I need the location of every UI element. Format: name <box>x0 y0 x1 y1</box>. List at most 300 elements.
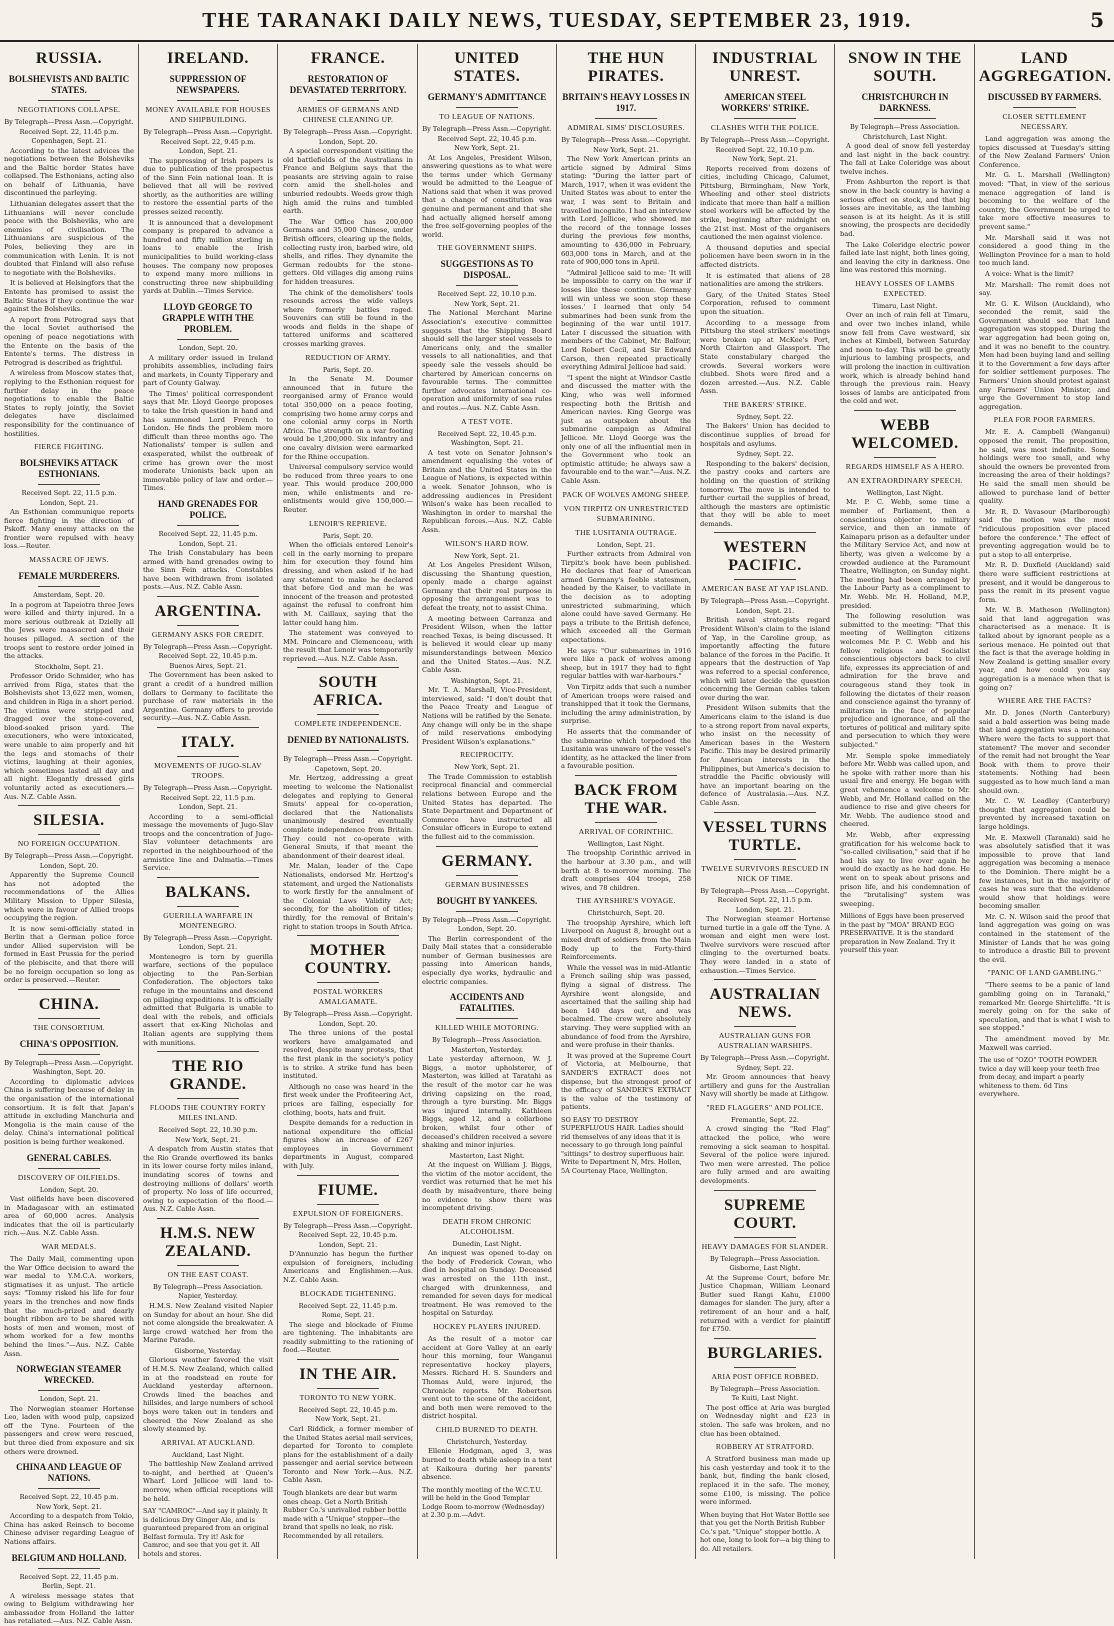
article-headline: SUGGESTIONS AS TO DISPOSAL. <box>440 259 534 281</box>
dateline: London, Sept. 21. <box>735 905 795 914</box>
article-headline: DISCUSSED BY FARMERS. <box>987 92 1102 102</box>
news-column <box>696 44 835 1559</box>
article-headline: BOLSHEVIKS ATTACK ESTHONIANS. <box>20 458 118 480</box>
article-subheadline: AMERICAN BASE AT YAP ISLAND. <box>701 584 829 594</box>
dateline: By Telegraph—Press Assn.—Copyright. <box>700 1054 830 1063</box>
dateline: Gisborne, Last Night. <box>729 1264 801 1273</box>
headline-rule <box>1013 107 1076 108</box>
dateline: Sydney, Sept. 22. <box>736 450 794 459</box>
section-heading: ARGENTINA. <box>154 602 262 620</box>
article-paragraph: The Norwegian steamer Hortense Leo, laden with wood pulp, capsized off the Tyne. Fourteen of the passengers and crew were rescued, but three died from exposure and six others were drowned. <box>4 1404 134 1456</box>
headline-rule <box>456 285 518 286</box>
headline-rule <box>456 107 518 108</box>
article-subheadline: AUSTRALIAN GUNS FOR AUSTRALIAN WARSHIPS. <box>717 1031 813 1051</box>
dateline: Received Sept. 22, 11.5 p.m. <box>160 793 256 802</box>
dateline: New York, Sept. 21. <box>175 1135 241 1144</box>
dateline: Timaru, Last Night. <box>872 301 938 310</box>
article-subheadline: PLEA FOR POOR FARMERS. <box>993 415 1096 425</box>
headline-rule <box>38 1568 100 1569</box>
column-rule <box>157 877 259 878</box>
headline-rule <box>456 911 518 912</box>
article-paragraph: "I spent the night at Windsor Castle and discussed the matter with the King, who was well informed respecting both the British and American navies. King George was just as outspoken about the submarine campaign as Admiral Jellicoe. Mr. Lloyd George was the only one of all the influential men in the Government who took an optimistic attitude; he always saw a favourable end to the war."—Aus. N.Z. Cable Assn. <box>561 373 691 485</box>
article-subheadline: THE BAKERS' STRIKE. <box>723 399 807 409</box>
column-rule <box>714 979 816 980</box>
dateline: By Telegraph—Press Association. <box>153 1282 263 1291</box>
dateline: Wellington, Last Night. <box>587 839 665 848</box>
article-paragraph: Vast oilfields have been discovered in Madagascar with an estimated area of 60,000 acres. Analysis indicates that the oil is particularly rich.—Aus. N.Z. Cable Assn. <box>4 1195 134 1238</box>
headline-rule <box>317 982 379 983</box>
dateline: Sydney, Sept. 22. <box>736 1063 794 1072</box>
column-rule <box>297 935 399 936</box>
dateline: London, Sept. 20. <box>39 861 99 870</box>
article-paragraph: The three unions of the postal workers have amalgamated and resolved, despite many protests, that the first plank in the society's policy is to strike. A strike fund has been instituted. <box>283 1029 413 1081</box>
news-column <box>279 44 418 1559</box>
headline-rule <box>177 525 239 526</box>
headline-rule <box>317 714 379 715</box>
article-paragraph: Mr. G. L. Marshall (Wellington) moved: "That, in view of the serious menace aggregation of land is becoming to the welfare of the country, the Government be urged to take more effective measures to prevent same." <box>979 171 1110 231</box>
article-subheadline: NEGOTIATIONS COLLAPSE. <box>17 105 121 114</box>
article-paragraph: Mr. Malan, leader of the Cape Nationalists, endorsed Mr. Hertzog's statement, and urged the Nationalists to work firstly for the annulment of the Colonial Laws Validity Act; secondly, for the abolition of titles; thirdly, for the removal of Britain's right to station troops in South Africa. <box>283 862 413 931</box>
article-paragraph: At the inquest on William J. Biggs, the victim of the motor accident, the verdict was returned that he met his death by misadventure, there being no evidence to show there was incompetent driving. <box>422 1161 552 1213</box>
dateline: By Telegraph—Press Assn.—Copyright. <box>422 915 552 924</box>
dateline: Masterton, Last Night. <box>449 1151 525 1160</box>
dateline: By Telegraph—Press Assn.—Copyright. <box>143 128 273 136</box>
column-rule <box>18 805 120 806</box>
article-subheadline: HEAVY DAMAGES FOR SLANDER. <box>701 1241 829 1251</box>
article-paragraph: A wireless message states that owing to Belgium withdrawing her ambassador from Holland the latter has retaliated.—Aus. N.Z. Cable Assn. <box>4 1591 134 1626</box>
article-subheadline: GERMAN BUSINESSES <box>445 879 529 889</box>
article-subheadline: BLOCKADE TIGHTENING. <box>299 1288 397 1298</box>
dateline: Received Sept. 22, 11.5 p.m. <box>717 896 813 905</box>
article-paragraph: A Stratford business man made up his cash yesterday and took it to the bank, but, finding the bank closed, replaced it in the safe. The money, some £100, is missing. The police were informed. <box>700 1455 830 1507</box>
article-paragraph: The Bakers' Union has decided to discontinue supplies of bread for hospitals and asylums. <box>700 422 830 448</box>
article-paragraph: According to a despatch from Tokio, China has asked Reinsch to become Chinese adviser regarding League of Nations affairs. <box>4 1512 134 1547</box>
article-paragraph: The amendment moved by Mr. Maxwell was carried. <box>979 1035 1110 1052</box>
article-subheadline: A TEST VOTE. <box>461 416 513 426</box>
section-heading: GERMANY. <box>441 852 533 870</box>
article-paragraph: Carl Riddick, a former member of the United States aerial mail services, departed for Toronto to complete plans for the establishment of a daily passenger and aerial service between Toronto and New York.—Aus. N.Z. Cable Assn. <box>283 1424 413 1485</box>
article-headline: AMERICAN STEEL WORKERS' STRIKE. <box>720 92 810 113</box>
article-paragraph: The War Office has 200,000 Germans and 35,000 Chinese, under British officers, clearing up the fields, collecting rusty iron, barbed wire, old shells, and rifles. They dynamite the German redoubts for the stone-getters. Old villages dig among ruins for hidden treasures. <box>283 217 413 286</box>
article-paragraph: A report from Petrograd says that the local Soviet authorised the opening of peace negotiations with the Entente on the basis of the Entente's terms. The distress in Petrograd is described as frightful. <box>4 315 134 367</box>
column-rule <box>157 596 259 597</box>
dateline: Fremantle, Sept. 22. <box>731 1115 799 1124</box>
dateline: Amsterdam, Sept. 20. <box>33 591 105 600</box>
article-subheadline: TO LEAGUE OF NATIONS. <box>439 112 535 121</box>
section-heading: H.M.S. NEW ZEALAND. <box>160 1224 256 1260</box>
article-paragraph: It is announced that a development company is prepared to advance a hundred and fifty million sterling in loans to enable the Irish municipalities to build working-class houses. The company now proposes to expend many more millions in constructing three new shipbuilding yards at Dublin.—Times Service. <box>143 218 273 296</box>
article-paragraph: Mr. D. Jones (North Canterbury) said a bald assertion was being made that land aggregation was a menace. Where were the facts to support that statement? The mover and seconder of the remit had not brought the Year Book with them to prove their statements. Nothing had been suggested as to how much land a man should own. <box>979 709 1110 795</box>
article-paragraph: It was proved at the Supreme Court of Victoria, at Melbourne, that SANDER'S EXTRACT does not dispense, but the strongest proof of the efficacy of SANDER'S EXTRACT is the value of the testimony of patients. <box>561 1051 691 1112</box>
dateline: Washington, Sept. 20. <box>32 1068 106 1077</box>
news-columns <box>0 44 1114 1626</box>
article-paragraph: Late yesterday afternoon, W. J. Biggs, a motor upholsterer, of Masterton, was killed at Taratahi as the result of the motor car he was driving capsizing on the road, through a tyre bursting. Mr. Biggs was injured internally. Kathleen Biggs, aged 12, and a collarbone broken, whilst four other of deceased's children received a severe shaking and minor injuries. <box>422 1055 552 1150</box>
dateline: New York, Sept. 21. <box>454 299 520 308</box>
article-headline: CHINA'S OPPOSITION. <box>19 1038 119 1049</box>
article-paragraph: Mr. Hertzog, addressing a great meeting to welcome the Nationalist delegates and replying to General Smuts' appeal for co-operation, declared that the Nationalists unanimously desired eventually complete independence from Britain. They could not co-operate with General Smuts, if that meant the abandonment of their dearest ideal. <box>283 774 413 860</box>
dateline: Received Sept. 22, 11.5 p.m. <box>21 489 117 498</box>
article-paragraph: British naval strategists regard President Wilson's claim to the island of Yap, in the Caroline group, as importantly affecting the future balance of the forces in the Pacific. It appears that the destruction of Yap was referred to a special conference, which will later decide the question concerning the German cables taken over during the war. <box>700 616 830 702</box>
dateline: London, Sept. 21. <box>178 803 238 812</box>
headline-rule <box>38 1390 100 1391</box>
article-subheadline: RECIPROCITY. <box>460 750 514 760</box>
dateline: Rome, Sept. 21. <box>321 1311 375 1320</box>
dateline: New York, Sept. 21. <box>593 145 659 154</box>
dateline: Received Sept. 22, 10.45 p.m. <box>298 1231 398 1240</box>
masthead <box>0 0 1114 42</box>
dateline: New York, Sept. 21. <box>732 155 798 163</box>
dateline: By Telegraph—Press Assn.—Copyright. <box>283 128 413 136</box>
article-paragraph: Lithuanian delegates assert that the Lithuanians will never conclude peace with the Bolsheviks, who are enemies of civilisation. The Lithuanians are suspicious of the Poles, believing they are in communication with Lenin. It is not doubted that Finland will also refuse to negotiate with the Bolsheviks. <box>4 200 134 277</box>
news-column <box>139 44 278 1559</box>
headline-rule <box>317 100 379 101</box>
headline-rule <box>456 875 518 876</box>
column-rule <box>575 775 677 776</box>
article-headline: CHINA AND LEAGUE OF NATIONS. <box>16 1462 122 1484</box>
dateline: By Telegraph—Press Assn.—Copyright. <box>4 118 134 126</box>
article-paragraph: Mr. P. C. Webb, some time a member of Parliament, then a conscientious objector to military service, and then an inmate of Kainaparu prison as a defaulter under the Military Service Act, and now at liberty, was given a welcome by a crowded audience at the Paramount Theatre, Wellington, on Sunday night. The meeting had been arranged by the Labour Party as a compliment to Mr. Webb. Mr. H. Holland, M.P., presided. <box>840 498 970 610</box>
article-paragraph: The National Merchant Marine Association's executive committee suggests that the Shipping Board should sell the larger steel vessels to Americans only, and the smaller vessels to all nationalities, and that speedy sale the vessels should be chartered by American concerns on favourable terms. The committee further advocates international co-operation and uniformity of sea rules and routes.—Aus. N.Z. Cable Assn. <box>422 309 552 412</box>
article-paragraph: Responding to the bakers' decision, the pastry cooks and carters are holding on the question of striking tomorrow. The move is intended to further curtail the supplies of bread, although the masters are optimistic that they will be able to meet demands. <box>700 459 830 528</box>
article-subheadline: FIERCE FIGHTING. <box>34 442 104 452</box>
column-rule <box>714 812 816 813</box>
column-heading: FRANCE. <box>310 50 386 67</box>
article-paragraph: A voice: What is the limit? <box>985 269 1074 278</box>
article-paragraph: Mr. E. Maxwell (Taranaki) said he was absolutely satisfied that it was impossible to prove that land aggregation was becoming a menace to the Dominion. There might be a few instances, but in the majority of cases he was sure that the evidence would show that holdings were becoming smaller. <box>979 833 1110 911</box>
dateline: Copenhagen, Sept. 21. <box>31 137 107 145</box>
dateline: By Telegraph—Press Assn.—Copyright. <box>143 784 273 793</box>
article-paragraph: A thousand deputies and special policemen have been sworn in in the affected districts. <box>700 243 830 270</box>
headline-rule <box>734 859 796 860</box>
section-heading: FIUME. <box>317 1181 379 1199</box>
column-rule <box>18 989 120 990</box>
dateline: Received Sept. 22, 11.45 p.m. <box>158 530 258 538</box>
dateline: By Telegraph—Press Assn.—Copyright. <box>283 1221 413 1230</box>
article-paragraph: The post office at Aria was burgled on Wednesday night and £23 in stolen. The safe was broken, and no clue has been obtained. <box>700 1403 830 1438</box>
dateline: By Telegraph—Press Assn.—Copyright. <box>700 597 830 606</box>
article-paragraph: Ellenie Hodgman, aged 3, was burned to death while asleep in a tent at Kaikoura during her parents' absence. <box>422 1447 552 1482</box>
headline-rule <box>38 834 100 835</box>
article-subheadline: MOVEMENTS OF JUGO-SLAV TROOPS. <box>154 761 262 781</box>
dateline: Received Sept. 22, 10.45 p.m. <box>158 652 258 661</box>
news-column <box>0 44 139 1626</box>
dateline: New York, Sept. 21. <box>454 144 520 152</box>
headline-rule <box>595 822 657 823</box>
dateline: London, Sept. 21. <box>39 498 99 507</box>
dateline: Christchurch, Sept. 20. <box>587 909 665 918</box>
headline-rule <box>177 339 239 340</box>
dateline: By Telegraph—Press Association. <box>432 1036 542 1045</box>
headline-rule <box>177 100 239 101</box>
dateline: Masterton, Yesterday. <box>451 1045 523 1054</box>
headline-rule <box>734 579 796 580</box>
dateline: London, Sept. 21. <box>39 1395 99 1404</box>
article-subheadline: TORONTO TO NEW YORK. <box>299 1392 397 1402</box>
article-paragraph: In a pogrom at Tapeiotra three Jews were killed and thirty injured. In a more serious outbreak at Dzielly all the Jews were massacred and their houses pillaged. A section of the troops sent to restore order joined in the attacks. <box>4 600 134 661</box>
advertisement-text: The use of "OZO" TOOTH POWDER twice a day will keep your teeth free from decay, and impart a pearly whiteness to them. 6d Tins everywhere. <box>979 1056 1100 1099</box>
dateline: By Telegraph—Press Assn.—Copyright. <box>700 136 830 144</box>
section-heading: WEBB WELCOMED. <box>851 416 959 452</box>
column-rule <box>854 410 956 411</box>
masthead-title: THE TARANAKI DAILY NEWS, TUESDAY, SEPTEMBER 23, 1919. <box>202 8 912 32</box>
dateline: London, Sept. 20. <box>318 137 378 146</box>
column-rule <box>157 727 259 728</box>
dateline: Stockholm, Sept. 21. <box>34 662 104 671</box>
article-headline: SUPPRESSION OF NEWSPAPERS. <box>169 74 247 95</box>
news-column <box>557 44 696 1559</box>
article-paragraph: It is believed at Helsingfors that the Entente has promised to assist the Baltic States if they continue the war against the Bolsheviks. <box>4 279 134 314</box>
dateline: London, Sept. 20. <box>318 1019 378 1028</box>
headline-rule <box>734 1026 796 1027</box>
article-paragraph: The Berlin correspondent of the Daily Mail states that a considerable number of German businesses are passing into American hands, especially dye works, hydraulic and electric companies. <box>422 934 552 986</box>
article-paragraph: The Lake Coleridge electric power failed late last night, both lines going, and leaving the city in darkness. One line was restored this morning. <box>840 240 970 275</box>
article-paragraph: The statement was conveyed to MM. Poincare and Clemenceau, with the result that Lenoir was temporarily reprieved.—Aus. N.Z. Cable Assn. <box>283 629 413 663</box>
section-heading: SOUTH AFRICA. <box>313 674 383 710</box>
dateline: London, Sept. 21. <box>735 606 795 615</box>
news-column <box>975 44 1114 1559</box>
article-subheadline: THE LUSITANIA OUTRAGE. <box>575 527 677 537</box>
section-heading: MOTHER COUNTRY. <box>304 942 392 978</box>
news-column <box>418 44 557 1559</box>
headline-rule <box>177 1098 239 1099</box>
article-paragraph: He says: "Our submarines in 1916 were like a pack of wolves among sheep, but in 1917 they had to fight regular battles with war-harbours." <box>561 646 691 681</box>
article-headline: GENERAL CABLES. <box>26 1152 112 1163</box>
dateline: By Telegraph—Press Assn.—Copyright. <box>4 1058 134 1067</box>
article-paragraph: Over an inch of rain fell at Timaru, and over two inches inland, while snow fell from Cave westward, six inches at Kimbell, between Saturday and noon to-day. This will be greatly injurious to lambing prospects, and will prolong the inaction in cultivation work, which is already behind hand through the previous rain. Heavy losses of lambs are anticipated from the cold and wet. <box>840 311 970 406</box>
article-paragraph: A test vote on Senator Johnson's amendment equalising the votes of Britain and the United States in the League of Nations, is expected within a week. Senator Johnson, who is addressing audiences in President Wilson's wake has been recalled to Washington in order to marshal the Republican forces.—Aus. N.Z. Cable Assn. <box>422 448 552 534</box>
article-paragraph: Mr. Marshall said it was not considered a good thing in the Wellington Province for a man to hold too much land. <box>979 233 1110 268</box>
article-paragraph: A crowd singing the "Red Flag" attacked the police, who were removing a sick seaman to hospital. Several of the police were injured. Two men were arrested. The police are fully armed and are awaiting developments. <box>700 1125 830 1186</box>
article-headline: HAND GRENADES FOR POLICE. <box>157 499 258 520</box>
article-headline: BOUGHT BY YANKEES. <box>436 895 538 906</box>
article-subheadline: GERMANY ASKS FOR CREDIT. <box>151 629 265 639</box>
article-paragraph: H.M.S. New Zealand visited Napier on Sunday for about an hour. She did not come alongside the breakwater. A large crowd watched her from the Marine Parade. <box>143 1301 273 1345</box>
dateline: Paris, Sept. 20. <box>322 365 374 374</box>
headline-rule <box>456 1018 518 1019</box>
advertisement-text: Millions of Eggs have been preserved in the past by "MOA" BRAND EGG PRESERVATIVE. It is the standard preparation in New Zealand. Try it yourself this year. <box>840 912 965 955</box>
article-subheadline: ADMIRAL SIMS' DISCLOSURES. <box>567 123 685 132</box>
article-paragraph: Mr. Webb, after expressing gratification for his welcome back to "so-called civilisation," said that if he had his say to live over again he would do exactly as he had done. He went on to speak about prisons and prison life, and his condemnation of the "brutalising" system was sweeping. <box>840 831 970 908</box>
article-paragraph: Mr. G. K. Wilson (Auckland), who seconded the remit, said the Government should see that land aggregation was stopped. During the war aggregation had been going on, and it was no benefit to the country. Men had been buying land and selling it to the Government a few days after for soldier settlement purposes. The Farmers' Union should protest against any Farmers' Union Minister, and urge the Government to stop land aggregation. <box>979 299 1110 411</box>
dateline: By Telegraph—Press Assn.—Copyright. <box>283 755 413 764</box>
headline-rule <box>734 118 796 119</box>
article-paragraph: A meeting between Carranza and President Wilson, when the latter reached Texas, is being discussed. It is believed it would clear up many misunderstandings between Mexico and the United States.—Aus. N.Z. Cable Assn. <box>422 614 552 675</box>
article-paragraph: A good deal of snow fell yesterday and last night in the back country. The fall at Lake Coleridge was about twelve inches. <box>840 142 970 176</box>
dateline: Received Sept. 22, 10.10 p.m. <box>715 145 815 154</box>
article-headline: BRITAIN'S HEAVY LOSSES IN 1917. <box>562 92 690 113</box>
dateline: Sydney, Sept. 22. <box>736 412 794 421</box>
article-paragraph: Mr. R. D. Duxfield (Auckland) said there were sufficient restrictions at present, and it would be dangerous to pass the remit in its present vague form. <box>979 561 1110 604</box>
dateline: Wellington, Last Night. <box>866 488 944 497</box>
headline-rule <box>595 118 657 119</box>
dateline: Berlin, Sept. 21. <box>42 1582 96 1591</box>
dateline: Christchurch, Last Night. <box>862 132 948 141</box>
dateline: Received Sept. 22, 9.45 p.m. <box>160 137 256 146</box>
article-subheadline: HEAVY LOSSES OF LAMBS EXPECTED. <box>855 278 955 298</box>
article-paragraph: It is now semi-officially stated in Berlin that a German police force under Allied supervision will be formed in East Prussia for the period of the plebiscite, and that there will be no foreign occupation so long as order is preserved.—Reuter. <box>4 924 134 985</box>
article-subheadline: KILLED WHILE MOTORING. <box>435 1023 539 1033</box>
article-subheadline: MASSACRE OF JEWS. <box>29 555 109 565</box>
column-heading: THE HUN PIRATES. <box>587 50 665 85</box>
article-subheadline: LENOIR'S REPRIEVE. <box>308 518 387 528</box>
article-paragraph: It is estimated that aliens of 28 nationalities are among the strikers. <box>700 271 830 289</box>
headline-rule <box>177 906 239 907</box>
dateline: Received Sept. 22, 10.10 p.m. <box>437 290 537 299</box>
article-paragraph: Von Tirpitz adds that such a number of American troops were raised and transhipped that it took the Germans, including the army administration, by surprise. <box>561 682 691 726</box>
article-paragraph: An Esthonian communique reports fierce fighting in the direction of Pskoff. Many enemy attacks on the frontier were repulsed with heavy loss.—Reuter. <box>4 508 134 551</box>
section-heading: THE RIO GRANDE. <box>169 1058 247 1094</box>
article-paragraph: At the Supreme Court, before Mr. Justice Chapman, William Leonard Butler sued Rangi Kahu, £1000 damages for slander. The jury, after a retirement of an hour and a half, returned with a verdict for plaintiff for £750. <box>700 1273 830 1334</box>
article-paragraph: D'Annunzio has begun the further expulsion of foreigners, including Americans and Englishmen.—Aus. N.Z. Cable Assn. <box>283 1250 413 1284</box>
dateline: Received Sept. 22, 10.30 p.m. <box>158 1126 258 1135</box>
dateline: London, Sept. 21. <box>178 147 238 155</box>
article-paragraph: Mr. Semple spoke immediately before Mr. Webb was called upon, and he spoke with rather more than his usual fire and energy. He began with great vehemence a welcome to Mr. Webb, and Mr. Holland called on the audience to rise and give cheers for Mr. Webb. The audience stood and cheered. <box>840 751 970 829</box>
article-paragraph: Mr. E. A. Campbell (Wanganui) opposed the remit. The proposition, he said, was most indefinite. Some holdings were too small, and why should the owners be prevented from increasing the area of their holdings? He said the small men should be allowed to purchase land of better quality. <box>979 428 1110 506</box>
dateline: Received Sept. 22, 11.45 p.m. <box>298 1301 398 1310</box>
article-headline: FEMALE MURDERERS. <box>18 571 120 582</box>
article-paragraph: The New York American prints an article signed by Admiral Sims stating: "During the latter part of March, 1917, when it was evident the United States was about to enter the war, I was sent to Britain and travelled incognito. I had an interview with Lord Jellicoe, who showed me the record of the tonnage losses during the previous few months, amounting to 436,000 in February, 603,000 tons in March, and at the rate of 900,000 tons in April. <box>561 155 691 267</box>
dateline: By Telegraph—Press Assn.—Copyright. <box>283 1010 413 1019</box>
article-subheadline: ARRIVAL AT AUCKLAND. <box>161 1437 255 1447</box>
article-paragraph: As the result of a motor car accident at Gore Valley at an early hour this morning, four Wanganui representative hockey players, Messrs. Richard H. S. Saunders and Thomas Auld, were injured, the Chronicle reports. Mr. Robertson went out to the scene of the accident, and both men were removed to the district hospital. <box>422 1335 552 1421</box>
headline-rule <box>38 1168 100 1169</box>
dateline: London, Sept. 21. <box>178 943 238 952</box>
article-paragraph: Mr. Groom announces that heavy artillery and guns for the Australian Navy will shortly be made at Lithgow. <box>700 1073 830 1099</box>
article-paragraph: According to the latest advices the negotiations between the Bolsheviks and the Baltic border States have collapsed. The Esthonians, acting also on behalf of Lithuania, have discontinued the parleying. <box>4 146 134 198</box>
advertisement-text: The monthly meeting of the W.C.T.U. will be held in the Good Templar Lodge Room to-morrow (Wednesday) at 2.30 p.m.—Advt. <box>422 1485 545 1520</box>
dateline: Received Sept. 22, 10.45 p.m. <box>19 1493 119 1502</box>
headline-rule <box>734 1367 796 1368</box>
article-paragraph: Reports received from dozens of cities, including Chicago, Calumet, Pittsburg, Birmingham, New York, Wheeling and other steel districts indicate that more than half a million steel workers will be affected by the strike, beginning after midnight on the 21st inst. Most of the organisers cautioned the men against violence. <box>700 164 830 242</box>
page-number: 5 <box>1090 8 1104 32</box>
dateline: Washington, Sept. 21. <box>450 676 524 685</box>
article-subheadline: REGARDS HIMSELF AS A HERO. <box>845 461 965 471</box>
dateline: Received Sept. 22, 11.45 p.m. <box>19 1572 119 1581</box>
article-paragraph: The chink of the demolishers' tools resounds across the wide valleys where formerly battles raged. Souvenirs can still be found in the woods and fields in the shape of tattered uniforms and scattered crosses marking graves. <box>283 288 413 349</box>
section-heading: BALKANS. <box>165 883 251 901</box>
article-subheadline: "PANIC OF LAND GAMBLING." <box>987 968 1102 978</box>
column-rule <box>714 1338 816 1339</box>
news-column <box>836 44 975 1559</box>
article-paragraph: Mr. C. W. Leadley (Canterbury) thought that aggregation could be prevented by increased taxation on large holdings. <box>979 797 1110 831</box>
article-paragraph: The Government has been asked to grant a credit of a hundred million dollars to Germany to facilitate the purchase of raw materials in the Argentine. Germany offers to provide security.—Aus. N.Z. Cable Assn. <box>143 671 273 723</box>
article-paragraph: A despatch from Austin states that the Rio Grande overflowed its banks in its lower course forty miles inland, inundating scores of towns and destroying millions of dollars' worth of property. No loss of life occurred, owing to expectation of the flood.—Aus. N.Z. Cable Assn. <box>143 1145 273 1214</box>
article-paragraph: Further extracts from Admiral von Tirpitz's book have been published. He declares that fear of American armed Germany's feeble statesmen, headed by the Kaiser, to vacillate in the decision as to adopting unrestricted submarining, which alone could have saved Germany. He pays a tribute to the British defence, which exceeded all the German expectations. <box>561 550 691 644</box>
dateline: Paris, Sept. 20. <box>322 531 374 540</box>
dateline: New York, Sept. 21. <box>454 763 520 772</box>
headline-rule <box>177 1265 239 1266</box>
dateline: By Telegraph—Press Assn.—Copyright. <box>422 125 552 133</box>
article-subheadline: "RED FLAGGERS" AND POLICE. <box>706 1102 824 1112</box>
article-paragraph: The Times' political correspondent says that Mr. Lloyd George proposes to take the Irish question in hand and has summoned Lord French to London. He finds the problem more difficult than three months ago. The Nationalists' temper is sullen and exasperated, whilst the outbreak of crime has grown over the most moderate Unionists back upon an immovable policy of law and order.—Times. <box>143 389 273 493</box>
article-paragraph: A wireless from Moscow states that, replying to the Esthonian request for further delay in the peace negotiations to enable the Baltic States to reply jointly, the Soviet delegates have disclaimed responsibility for the continuance of hostilities. <box>4 369 134 438</box>
section-heading: VESSEL TURNS TURTLE. <box>702 818 828 854</box>
advertisement-text: SAY "CAMROC"—And say it plainly. It is delicious Dry Ginger Ale, and is guaranteed prepared from an original Belfast formula. Try it! Ask for Camroc, and see that you get it. All hotels and stores. <box>143 1507 269 1558</box>
headline-rule <box>38 1018 100 1019</box>
article-paragraph: The Norwegian steamer Hortense turned turtle in a gale off the Tyne. A woman and eight men were lost. Twelve survivors were rescued after clinging to the overturned boats. They were landed in a state of exhaustion.—Times Service. <box>700 915 830 975</box>
article-subheadline: ARIA POST OFFICE ROBBED. <box>711 1371 819 1381</box>
article-paragraph: Professor Orido Schmider, who has arrived from Riga, states that the Bolshevists shot 13,622 men, women, and children in Riga in a short period. The victims were stripped and dragged over the stone-covered, blood-soaked prison yard. The executioners, who were intoxicated, were unable to aim properly and hit the legs and stomachs of their victims, laughing at their agonies, which sometimes lasted all day and all night. Elegantly dressed girls voluntarily acted as executioners.—Aus. N.Z. Cable Assn. <box>4 672 134 801</box>
headline-rule <box>317 750 379 751</box>
column-heading: IRELAND. <box>167 50 249 67</box>
dateline: By Telegraph—Press Assn.—Copyright. <box>561 136 691 144</box>
dateline: New York, Sept. 21. <box>36 1502 102 1511</box>
column-rule <box>297 1359 399 1360</box>
column-rule <box>436 846 538 847</box>
article-headline: NORWEGIAN STEAMER WRECKED. <box>16 1364 122 1386</box>
article-paragraph: The Irish Constabulary has been armed with hand grenades owing to the Sinn Fein attacks. Constables have been withdrawn from isolated posts.—Aus. N.Z. Cable Assn. <box>143 549 273 592</box>
article-paragraph: "There seems to be a panic of land gambling going on in Taranaki," remarked Mr. George Shirtcliffe. "It is merely going on for the sake of speculation, and that is what I wish to see stopped." <box>979 981 1110 1033</box>
dateline: By Telegraph—Press Assn.—Copyright. <box>4 852 134 861</box>
headline-rule <box>38 100 100 101</box>
column-rule <box>157 1051 259 1052</box>
dateline: By Telegraph—Press Assn.—Copyright. <box>700 886 830 895</box>
article-headline: BELGIUM AND HOLLAND. <box>11 1552 127 1563</box>
article-subheadline: THE AYRSHIRE'S VOYAGE. <box>576 896 676 906</box>
article-paragraph: The siege and blockade of Fiume are tightening. The inhabitants are readily submitting to the rationing of food.—Reuter. <box>283 1320 413 1355</box>
article-paragraph: "Admiral Jellicoe said to me: 'It will be impossible to carry on the war if losses like these continue. Germany will win unless we soon stop these losses.' I learned that only 54 submarines had been sunk from the beginning of the war until 1917. Later I discussed the situation with members of the Cabinet, Mr. Balfour, Lord Robert Cecil, and Sir Edward Carson, then repeated practically everything Admiral Jellicoe had said. <box>561 268 691 372</box>
section-heading: ITALY. <box>181 734 235 752</box>
headline-rule <box>734 1237 796 1238</box>
article-paragraph: Apparently the Supreme Council has not adopted the recommendations of the Allies Military Mission to Upper Silesia, which were in favour of Allied troops occupying the region. <box>4 871 134 923</box>
dateline: New York, Sept. 21. <box>454 551 520 560</box>
section-heading: AUSTRALIAN NEWS. <box>709 986 821 1022</box>
dateline: Received Sept. 22, 10.45 p.m. <box>298 1405 398 1414</box>
article-paragraph: The Daily Mail, commenting upon the War Office decision to award the war medal to Y.M.C.A. workers, stigmatises it as unjust. The article says: "Tommy risked his life for four years in the trenches and now finds that the much-prized and dearly bought ribbon are to be shared with hosts of men and women, most of whom worked for a few months behind the lines."—Aus. N.Z. Cable Assn. <box>4 1255 134 1358</box>
article-paragraph: According to diplomatic advices China is suffering because of delay in the organisation of the international consortium. It is felt that Japan's attitude in excluding Manchuria and Mongolia is the main cause of the delay. China's international political position is being further weakened. <box>4 1077 134 1146</box>
dateline: London, Sept. 21. <box>318 1240 378 1249</box>
article-subheadline: ARMIES OF GERMANS AND CHINESE CLEANING UP. <box>296 105 400 124</box>
dateline: Christchurch, Yesterday. <box>446 1437 528 1446</box>
section-heading: BURGLARIES. <box>707 1344 823 1362</box>
article-paragraph: Universal compulsory service would be reduced from three years to one year. This would produce 200,000 men, while enlistments and re-enlistments would give 150,000.—Reuter. <box>283 463 413 515</box>
article-paragraph: Mr. W. B. Matheson (Wellington) said that land aggregation was characterised as a menace. It is talked about by ignorant people as a serious menace. He pointed out that the fact is that the average holding in New Zealand is getting smaller every year, and how could you say aggregation is a menace when that is going on? <box>979 606 1110 692</box>
dateline: New York, Sept. 21. <box>315 1415 381 1424</box>
article-subheadline: TWELVE SURVIVORS RESCUED IN NICK OF TIME. <box>701 863 829 883</box>
article-subheadline: EXPULSION OF FOREIGNERS. <box>292 1208 404 1218</box>
column-rule <box>297 667 399 668</box>
article-paragraph: An inquest was opened to-day on the body of Frederick Cowan, who died in hospital on Sunday. Deceased was arrested on the 11th inst., charged with drunkenness, and remanded for seven days for medical treatment. He was removed to the hospital on Saturday. <box>422 1249 552 1318</box>
article-paragraph: While the vessel was in mid-Atlantic a French sailing ship was passed, flying a signal of distress. The Ayrshire went alongside, and ascertained that the sailing ship had been 140 days out, and was becalmed. The crew were absolutely starving. They were supplied with an abundance of food from the Ayrshire, and were profuse in their thanks. <box>561 963 691 1050</box>
dateline: By Telegraph—Press Assn.—Copyright. <box>143 933 273 942</box>
dateline: By Telegraph—Press Association. <box>710 1384 820 1393</box>
dateline: Gisborne, Yesterday. <box>174 1346 242 1355</box>
column-heading: RUSSIA. <box>35 50 103 67</box>
column-rule <box>157 1218 259 1219</box>
article-subheadline: POSTAL WORKERS AMALGAMATE. <box>312 987 384 1007</box>
article-subheadline: WILSON'S HARD ROW. <box>445 538 529 548</box>
headline-rule <box>874 457 936 458</box>
article-paragraph: Mr. C. N. Wilson said the proof that land aggregation was going on was contained in the statement of the Minister of Lands that he was going to introduce a drastic Bill to prevent the evil. <box>979 912 1110 964</box>
article-headline: LLOYD GEORGE TO GRAPPLE WITH THE PROBLEM. <box>162 302 254 334</box>
dateline: Buenos Aires, Sept. 21. <box>169 661 247 670</box>
article-subheadline: WHERE ARE THE FACTS? <box>997 696 1092 706</box>
article-subheadline: THE CONSORTIUM. <box>33 1022 105 1032</box>
article-paragraph: A special correspondent visiting the old battlefields of the Australians in France and Belgium says that the peasants are striving again to raise corn amid the shell-holes and unburied redoubts. Weeds grow thigh high amid the ruins and tumbled earth. <box>283 147 413 216</box>
article-subheadline: THE GOVERNMENT SHIPS. <box>437 243 537 253</box>
article-subheadline: AN EXTRAORDINARY SPEECH. <box>847 475 963 485</box>
dateline: By Telegraph—Press Association. <box>710 1254 820 1263</box>
section-heading: BACK FROM THE WAR. <box>574 781 678 817</box>
article-subheadline: DEATH FROM CHRONIC ALCOHOLISM. <box>442 1216 532 1236</box>
advertisement-text: When buying that Hot Water Bottle see that you get the North British Rubber Co.'s pat. "Unique" stopper bottle. A hot one, long to look for—a big thing to do. All retailers. <box>700 1510 830 1553</box>
column-heading: INDUSTRIAL UNREST. <box>712 50 818 85</box>
section-heading: CHINA. <box>38 995 100 1013</box>
article-subheadline: ON THE EAST COAST. <box>167 1269 249 1279</box>
article-paragraph: At Los Angeles, President Wilson, answering questions as to what were the terms under which Germany would be admitted to the League of Nations said that when it was proved that a change of constitution was genuine and permanent and that she had actually aligned herself among the free self-governing peoples of the world. <box>422 153 552 239</box>
column-heading: LAND AGGREGATION. <box>979 50 1112 85</box>
article-paragraph: Land aggregation was among the topics discussed at Tuesday's sitting of the New Zealand Farmers' Union Conference. <box>979 135 1110 169</box>
